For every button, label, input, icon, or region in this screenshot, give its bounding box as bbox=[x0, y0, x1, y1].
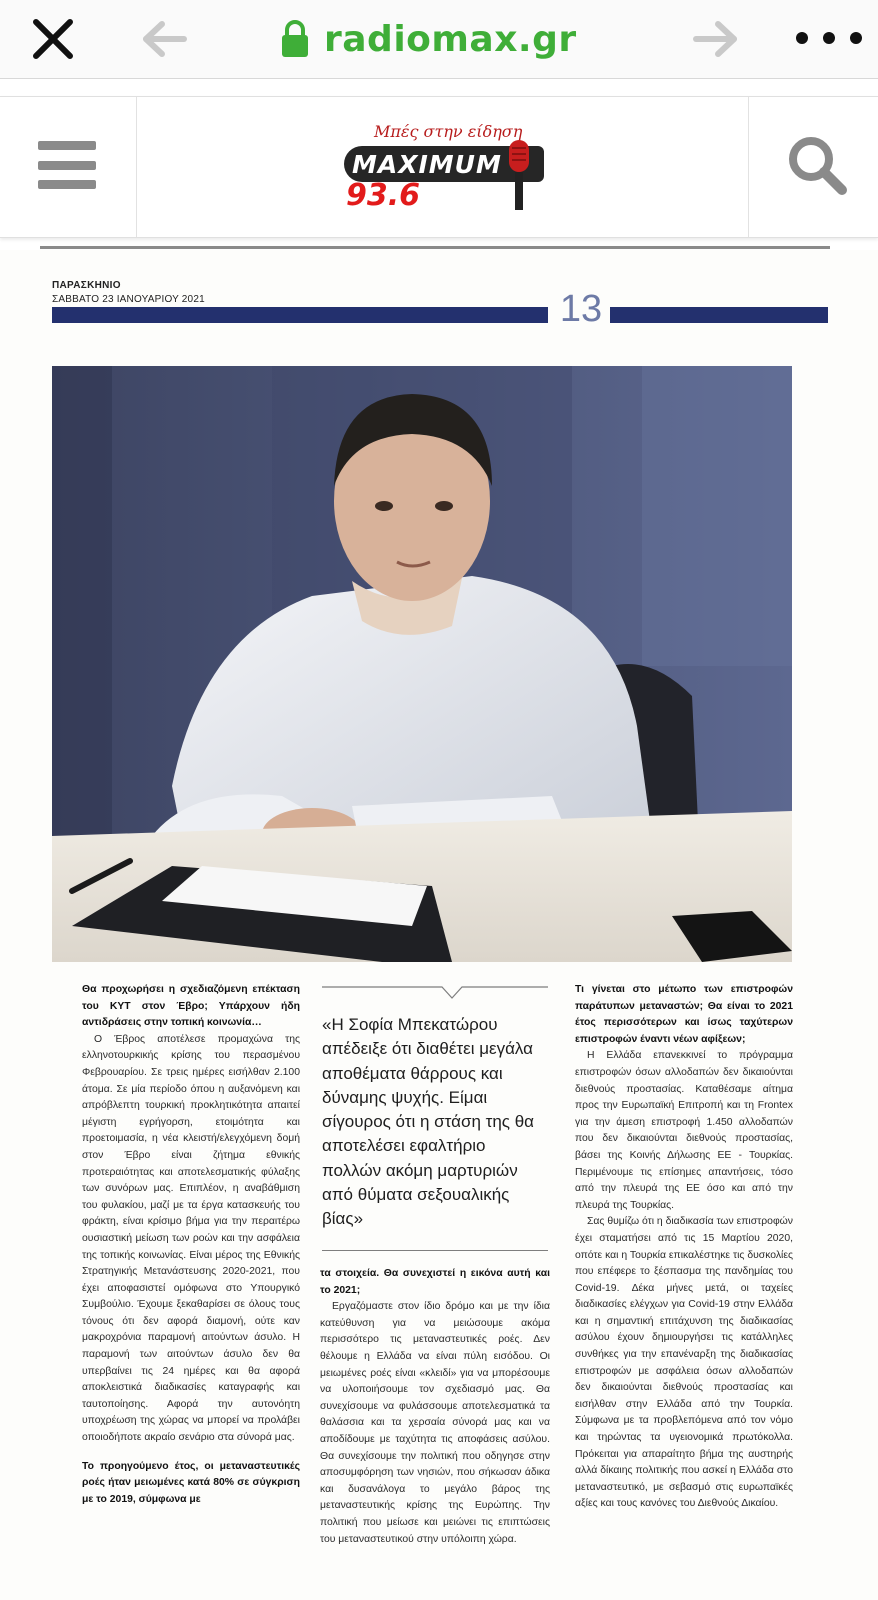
more-options-icon[interactable] bbox=[796, 28, 862, 48]
close-icon[interactable] bbox=[30, 16, 76, 62]
section-label: ΠΑΡΑΣΚΗΝΙΟ bbox=[52, 280, 121, 291]
issue-date: ΣΑΒΒΑΤΟ 23 ΙΑΝΟΥΑΡΙΟΥ 2021 bbox=[52, 294, 205, 305]
logo-tagline: Μπές στην είδηση bbox=[374, 122, 523, 141]
site-logo[interactable] bbox=[344, 122, 554, 214]
menu-bar bbox=[38, 141, 96, 150]
back-arrow-icon[interactable] bbox=[140, 20, 190, 58]
interview-question: Θα προχωρήσει η σχεδιαζόμενη επέκταση του ΚΥΤ στον Έβρο; Υπάρχουν ήδη αντιδράσεις στην τοπική κοινωνία… bbox=[82, 984, 300, 1029]
browser-toolbar bbox=[0, 0, 878, 79]
menu-bar bbox=[38, 180, 96, 189]
logo-name: MAXIMUM bbox=[352, 150, 502, 179]
article-column-2 bbox=[320, 1266, 550, 1548]
microphone-icon bbox=[504, 138, 534, 212]
lock-icon bbox=[280, 19, 310, 59]
logo-frequency: 93.6 bbox=[346, 178, 421, 213]
page-number: 13 bbox=[559, 288, 603, 330]
divider bbox=[136, 97, 137, 237]
pull-quote-rule-bottom bbox=[322, 1250, 548, 1251]
menu-bar bbox=[38, 161, 96, 170]
url-text: radiomax.gr bbox=[324, 18, 577, 60]
page-band-left bbox=[52, 307, 548, 323]
interview-question: Τι γίνεται στο μέτωπο των επιστροφών παράτυπων μεταναστών; Θα είναι το 2021 έτος περισσότερων και ίσως ταχύτερων επιστροφών έναντι νέων αφίξεων; bbox=[575, 984, 793, 1045]
interview-answer: Σας θυμίζω ότι η διαδικασία των επιστροφών έχει σταματήσει από τις 15 Μαρτίου 2020, οπότε και η Τουρκία επικαλέστηκε τις δυσκολίες που επέφερε το ξέσπασμα της πανδημίας του Covid-19. Δέκα μήνες μετά, οι ταχείες διαδικασίες ελέγχων για Covid-19 στην Ελλάδα και η σημαντική επιτάχυνση της διαδικασίας ασύλου έχουν δημιουργήσει τις κατάλληλες συνθήκες για την επανέναρξη της διαδικασίας επιστροφών με ασφάλεια όσων αλλοδαπών δεν δικαιούνται διεθνούς προστασίας και εισήλθαν στην Ελλάδα από την Τουρκία. Σύμφωνα με τα προβλεπόμενα από τον νόμο και τηρώντας τα υγειονομικά πρωτόκολλα. Πρόκειται για απαραίτητο βήμα της αυστηρής αλλά δίκαιης πολιτικής που ασκεί η Ελλάδα στο μεταναστευτικό, με σεβασμό στις ευρωπαϊκές αξίες και τους κανόνες του Διεθνούς Δικαίου. bbox=[575, 1216, 793, 1510]
divider bbox=[748, 97, 749, 237]
search-icon[interactable] bbox=[785, 133, 849, 197]
dot bbox=[850, 32, 862, 44]
article-column-3 bbox=[575, 982, 793, 1513]
address-bar[interactable] bbox=[280, 14, 577, 64]
interview-photo bbox=[52, 366, 792, 962]
page-band-right bbox=[610, 307, 828, 323]
interview-answer: Εργαζόμαστε στον ίδιο δρόμο και με την ίδια κατεύθυνση για να μειώσουμε ακόμα περισσότερο τις μεταναστευτικές ροές. Δεν θέλουμε η Ελλάδα να είναι πύλη εισόδου. Οι μειωμένες ροές είναι «κλειδί» για να μπορέσουμε να υλοποιήσουμε τον σχεδιασμό μας. Θα συνεχίσουμε να φυλάσσουμε αποτελεσματικά τα θαλάσσια και τα χερσαία σύνορά μας και να αποδίδουμε με ταχύτητα τις αποφάσεις ασύλου. Θα συνεχίσουμε την πολιτική που οδηγησε στην αποσυμφόρηση των νησιών, που σήκωσαν άδικα και δυσανάλογα το μεγάλο βάρος της μεταναστευτικής κρίσης της Ευρώπης. Την πολιτική που μείωσε και μειώνει τις επιπτώσεις του μεταναστευτικού στην υπόλοιπη χώρα. bbox=[320, 1301, 550, 1545]
header-rule bbox=[40, 246, 830, 249]
forward-arrow-icon[interactable] bbox=[690, 20, 740, 58]
menu-icon[interactable] bbox=[38, 141, 96, 189]
interview-answer: Η Ελλάδα επανεκκινεί το πρόγραμμα επιστροφών όσων αλλοδαπών δεν δικαιούνται διεθνούς προστασίας. Καταθέσαμε αίτημα προς την Ευρωπαϊκή Επιτροπή και τη Frontex για την άμεση επιστροφή 1.450 αλλοδαπών που δεν δικαιούνται διεθνούς προστασίας, βάσει της Κοινής Δήλωσης ΕΕ - Τουρκίας. Περιμένουμε τις επίσημες απαντήσεις, τόσο από την πλευρά της ΕΕ όσο και από την πλευρά της Τουρκίας. bbox=[575, 1050, 793, 1211]
dot bbox=[823, 32, 835, 44]
article-column-1 bbox=[82, 982, 300, 1508]
interview-answer: Ο Έβρος αποτέλεσε προμαχώνα της ελληνοτουρκικής κρίσης του περασμένου Φεβρουαρίου. Σε τρεις ημέρες εισήλθαν 2.100 άτομα. Σε μία περίοδο όπου η αυξανόμενη και απρόβλεπτη τουρκική προκλητικότητα απαιτεί μέγιστη εγρήγορση, ετοιμότητα και προετοιμασία, η νέα κλειστή/ελεγχόμενη δομή στον Έβρο είναι ζήτημα εθνικής προτεραιότητας και αποτελεσματικής φύλαξης των συνόρων μας. Επιπλέον, η αναβάθμιση του φυλακίου, μαζί με τα έργα κατασκευής του φράκτη, είναι κρίσιμο βήμα για την περαιτέρω ουσιαστική μείωση των ροών και την ασφάλεια της τοπικής κοινωνίας. Είναι μέρος της Εθνικής Στρατηγικής Μετανάστευσης 2020-2021, που έχει αποφασιστεί ομόφωνα στο Υπουργικό Συμβούλιο. Έχουμε ξεκαθαρίσει σε όλους τους τόνους ότι δεν αφορά διαμονή, ούτε καν μακροχρόνια παραμονή αιτούντων άσυλο. Η παραμονή των αιτούντων άσυλο δεν θα υπερβαίνει τις 24 ημέρες και θα αφορά αποκλειστικά διαδικασίες καταγραφής και ταυτοποίησης. Αφορά την αυτονόητη υποχρέωση της χώρας να μπορεί να προλάβει οποιοδήποτε ακραίο σενάριο στα σύνορά μας. bbox=[82, 1033, 300, 1444]
interview-question: Το προηγούμενο έτος, οι μεταναστευτικές ροές ήταν μειωμένες κατά 80% σε σύγκριση με το 2019, σύμφωνα με bbox=[82, 1460, 300, 1505]
pull-quote-rule bbox=[322, 986, 548, 1000]
pull-quote: «Η Σοφία Μπεκατώρου απέδειξε ότι διαθέτει μεγάλα αποθέματα θάρρους και δύναμης ψυχής. Είμαι σίγουρος ότι η στάση της θα αποτελέσει εφαλτήριο πολλών ακόμη μαρτυριών από θύματα σεξουαλικής βίας» bbox=[322, 1015, 535, 1229]
interview-question: τα στοιχεία. Θα συνεχιστεί η εικόνα αυτή και το 2021; bbox=[320, 1268, 550, 1296]
dot bbox=[796, 32, 808, 44]
